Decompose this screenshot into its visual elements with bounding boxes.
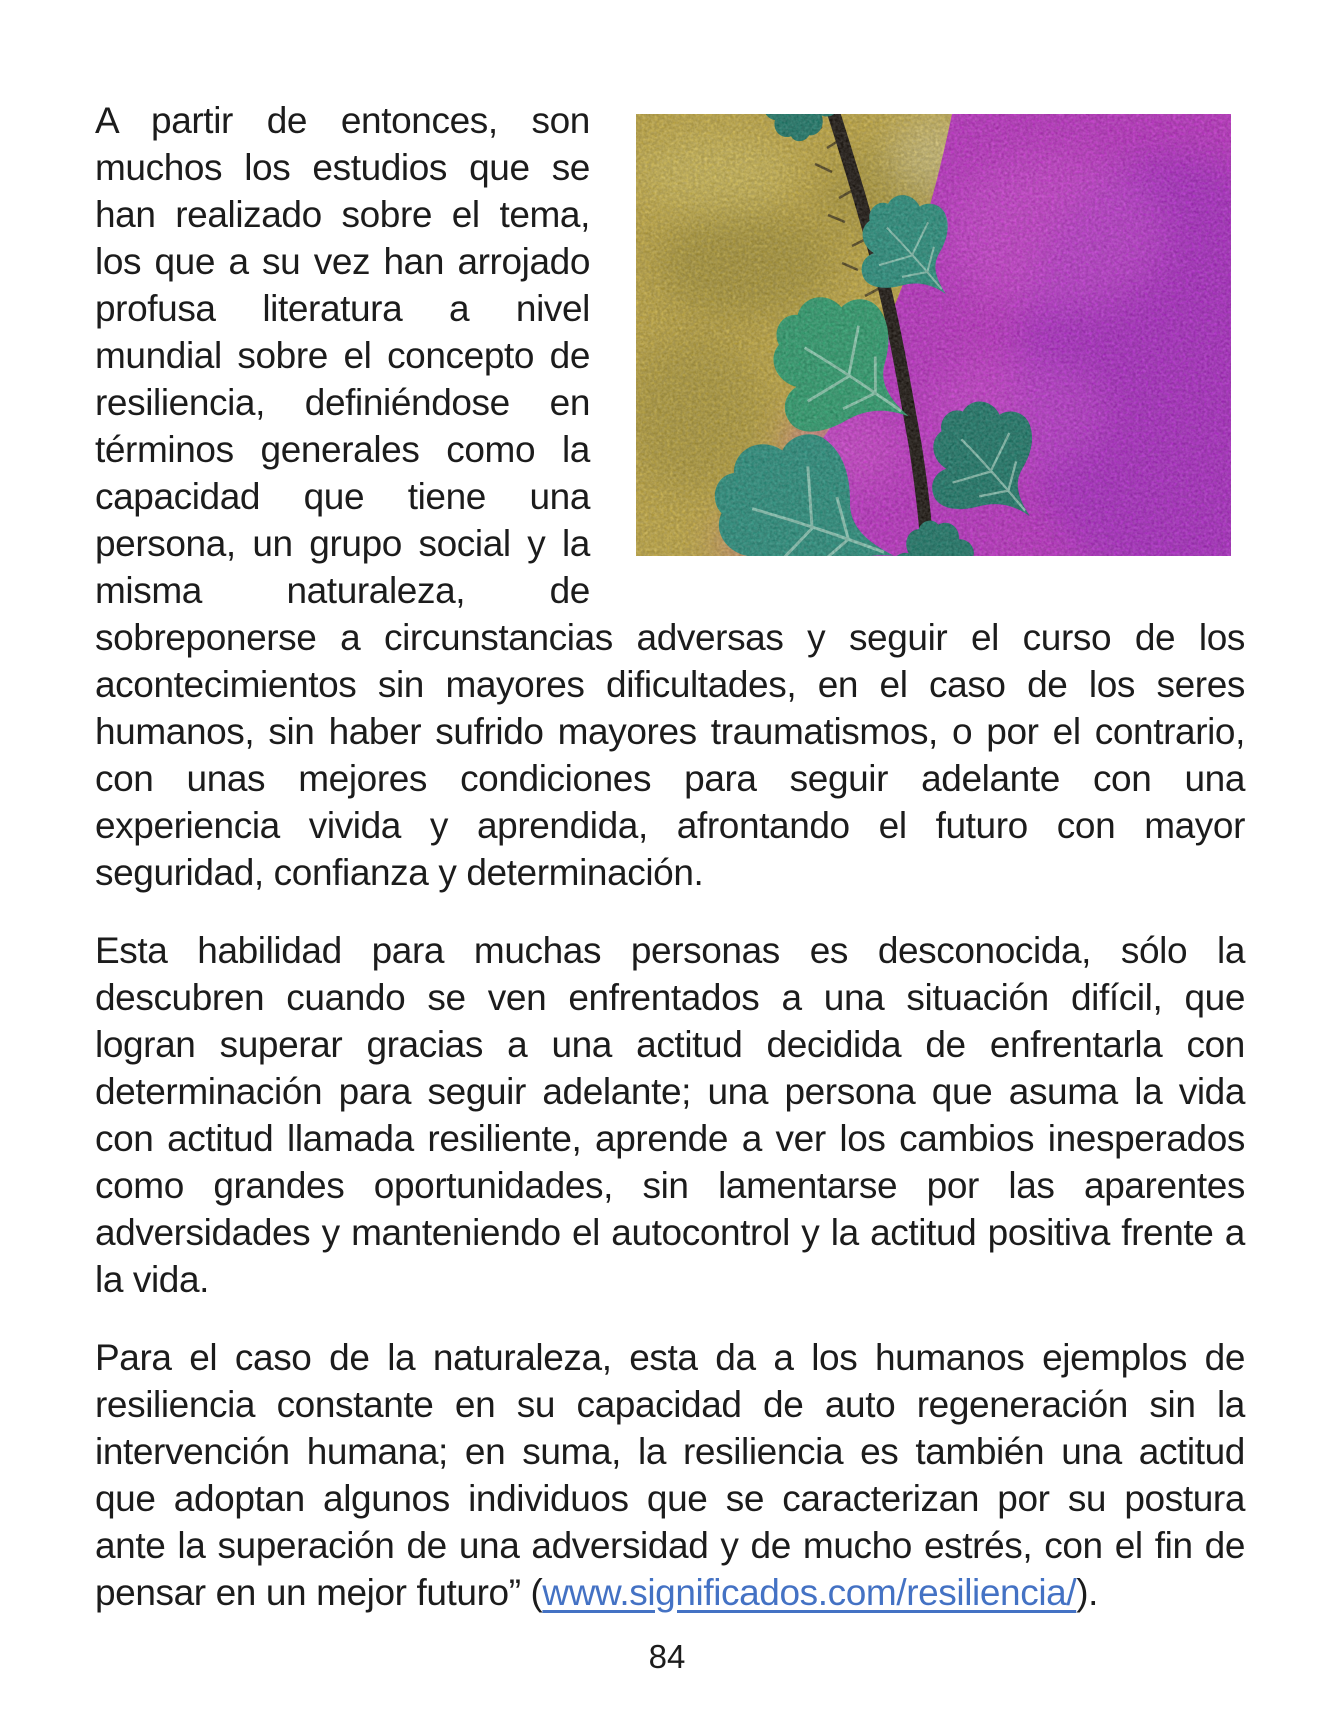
paragraph-2 [95,927,1245,1303]
resiliencia-link[interactable]: www.significados.com/resiliencia/ [542,1572,1077,1613]
grain-overlay-light [636,114,1231,556]
page-content [95,97,1245,1647]
paragraph-3-closing: ). [1076,1572,1099,1613]
paragraph-1 [95,97,1245,896]
wall-ivy-photo [636,114,1231,556]
figure-container [636,114,1231,556]
paragraph-1-text: A partir de entonces, son muchos los estudios que se han realizado sobre el tema, los que a su vez han arrojado profusa literatura a nivel mundial sobre el concepto de resiliencia, definiéndose en términos generales como la capacidad que tiene una persona, un grupo social y la misma naturaleza, de sobreponerse a circunstancias adversas y seguir el curso de los acontecimientos sin mayores dificultades, en el caso de los seres humanos, sin haber sufrido mayores traumatismos, o por el contrario, con unas mejores condiciones para seguir adelante con una experiencia vivida y aprendida, afrontando el futuro con mayor seguridad, confianza y determinación. [95,100,1245,893]
paragraph-2-text: Esta habilidad para muchas personas es desconocida, sólo la descubren cuando se ven enfrentados a una situación difícil, que logran superar gracias a una actitud decidida de enfrentarla con determinación para seguir adelante; una persona que asuma la vida con actitud llamada resiliente, aprende a ver los cambios inesperados como grandes oportunidades, sin lamentarse por las aparentes adversidades y manteniendo el autocontrol y la actitud positiva frente a la vida. [95,930,1245,1300]
paragraph-3 [95,1334,1245,1616]
page-number: 84 [648,1638,686,1675]
paragraph-3-text: Para el caso de la naturaleza, esta da a los humanos ejemplos de resiliencia constante en su capacidad de auto regeneración sin la intervención humana; en suma, la resiliencia es también una actitud que adoptan algunos individuos que se caracterizan por su postura ante la superación de una adversidad y de mucho estrés, con el fin de pensar en un mejor futuro” ( [95,1337,1245,1613]
